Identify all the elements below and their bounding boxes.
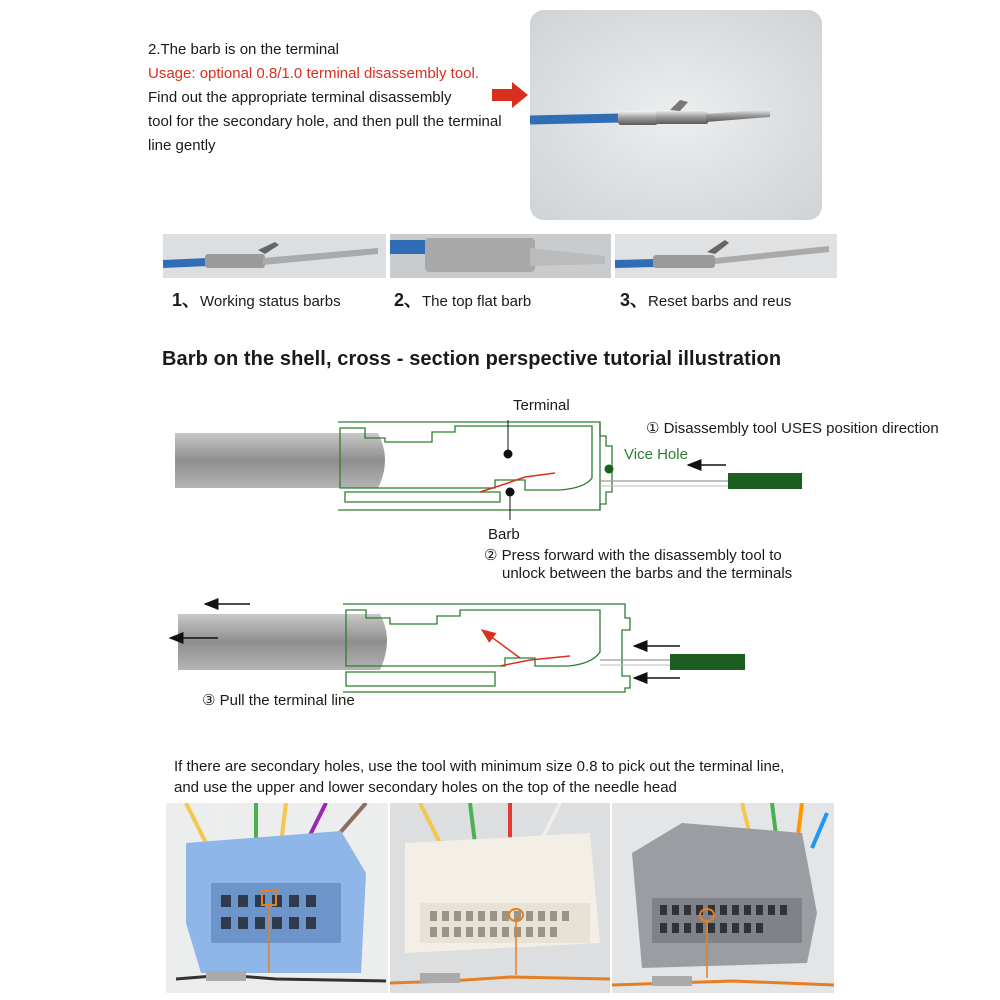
- barb-step-2: [394, 286, 531, 312]
- step-number: 2、: [394, 290, 423, 310]
- intro-line-5: line gently: [148, 137, 216, 154]
- barb-photo-1: [163, 234, 386, 278]
- intro-line-4: tool for the secondary hole, and then pull the terminal: [148, 113, 502, 130]
- vice-hole-marker: [605, 465, 614, 474]
- red-push-arrow: [482, 630, 520, 658]
- step2-line-2: unlock between the barbs and the terminals: [502, 565, 793, 582]
- wire-body: [175, 433, 385, 488]
- footer-line-1: If there are secondary holes, use the tool with minimum size 0.8 to pick out the terminal line,: [174, 758, 785, 775]
- tool-handle: [728, 473, 802, 489]
- step2-line-1: ② Press forward with the disassembly tool to: [484, 547, 782, 564]
- connector-photo-grey: [612, 803, 834, 993]
- barb-photo-3: [615, 234, 837, 278]
- terminal-label: Terminal: [513, 397, 570, 414]
- intro-line-3: Find out the appropriate terminal disassembly: [148, 89, 452, 106]
- barb-step-3: [620, 286, 791, 312]
- cross-section-diagram-2: [0, 590, 1000, 700]
- step1-label: ① Disassembly tool USES position direction: [646, 420, 939, 437]
- barb-photo-2: [390, 234, 611, 278]
- connector-photo-blue: [166, 803, 388, 993]
- intro-block: [148, 38, 502, 158]
- wire-body: [178, 614, 387, 670]
- terminal-marker: [504, 450, 513, 459]
- footer-line-2: and use the upper and lower secondary holes on the top of the needle head: [174, 779, 677, 796]
- footer-note: [174, 756, 784, 798]
- step3-label: ③ Pull the terminal line: [202, 692, 355, 709]
- red-arrow-icon: [492, 82, 530, 108]
- intro-line-1: 2.The barb is on the terminal: [148, 41, 339, 58]
- barb-label: Barb: [488, 526, 520, 543]
- connector-photo-white: [390, 803, 610, 993]
- step-label: Reset barbs and reus: [648, 293, 792, 310]
- section-title: Barb on the shell, cross - section perspective tutorial illustration: [162, 348, 782, 370]
- step-label: The top flat barb: [422, 293, 532, 310]
- barb-step-1: [172, 286, 341, 312]
- step-label: Working status barbs: [200, 293, 341, 310]
- barb-line: [480, 473, 555, 492]
- vice-hole-label: Vice Hole: [624, 446, 688, 463]
- cross-section-diagram-1: [0, 380, 1000, 620]
- step-number: 1、: [172, 290, 201, 310]
- terminal-photo: [530, 10, 822, 220]
- step-number: 3、: [620, 290, 649, 310]
- usage-note: Usage: optional 0.8/1.0 terminal disassembly tool.: [148, 65, 480, 82]
- tool-handle: [670, 654, 745, 670]
